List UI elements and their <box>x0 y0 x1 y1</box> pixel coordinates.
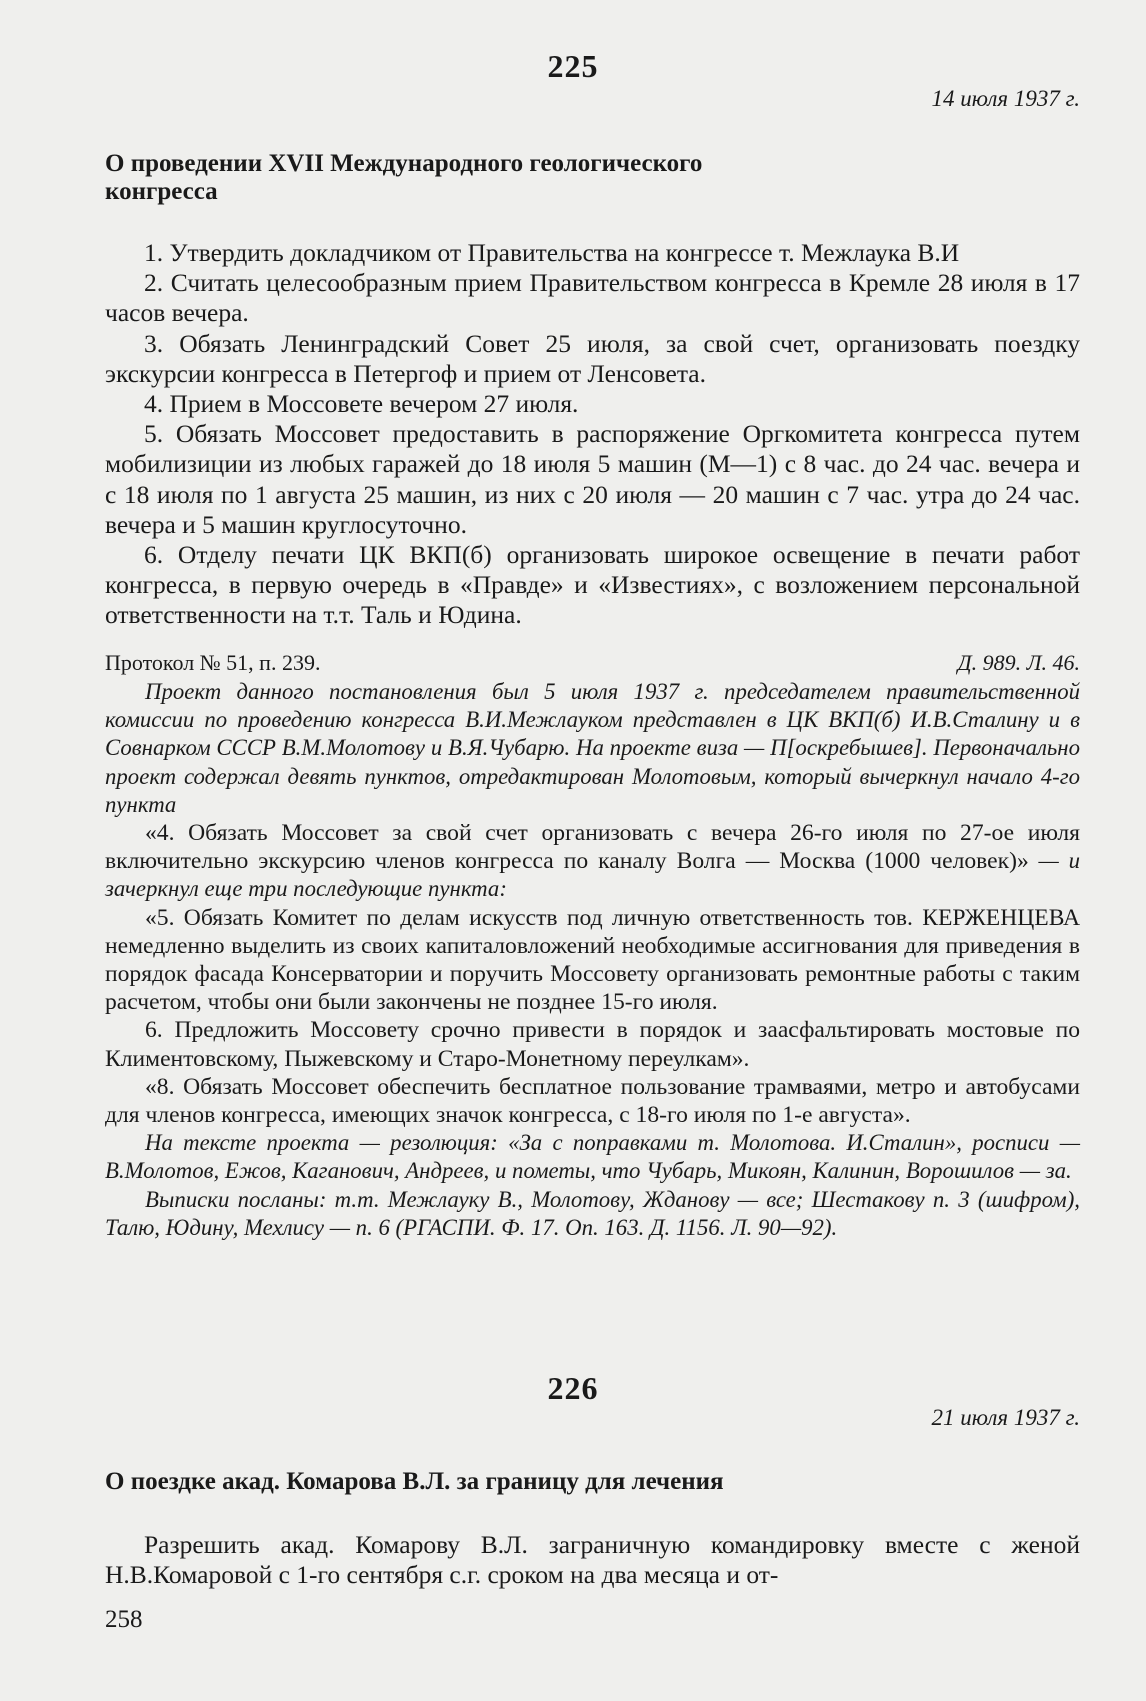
document-number-226: 226 <box>547 1370 599 1406</box>
document-title-226: О поездке акад. Комарова В.Л. за границу для лечения <box>105 1468 724 1495</box>
item-4: 4. Прием в Моссовете вечером 27 июля. <box>144 389 579 419</box>
document-number-225: 225 <box>547 48 599 84</box>
item-5: 5. Обязать Моссовет предоставить в распоряжение Оргкомитета конгресса путем мобилизиции из любых гаражей до 18 июля 5 машин (М—1) с 8 час. до 24 час. вечера и с 18 июля по 1 августа 25 машин, из них с 20 июля — 20 машин с 7 час. утра до 24 час. вечера и 5 машин круглосуточно. <box>105 419 1080 539</box>
editorial-notes <box>105 678 1080 1242</box>
note-resolution: На тексте проекта — резолюция: «За с поправками т. Молотова. И.Сталин», росписи — В.Молотов, Ежов, Каганович, Андреев, и пометы, что Чубарь, Микоян, Калинин, Ворошилов — за. <box>105 1130 1080 1184</box>
text-226: Разрешить акад. Комарову В.Л. заграничную командировку вместе с женой Н.В.Комаровой с 1-го сентября с.г. сроком на два месяца и от- <box>105 1530 1080 1590</box>
item-2: 2. Считать целесообразным прием Правительством конгресса в Кремле 28 июля в 17 часов вечера. <box>105 268 1080 328</box>
note-struck-item-4 <box>105 819 1080 904</box>
item-1: 1. Утвердить докладчиком от Правительства на конгрессе т. Межлаука В.И <box>144 238 960 267</box>
document-text-226 <box>105 1530 1080 1590</box>
quote-item-6: 6. Предложить Моссовету срочно привести в порядок и заасфальтировать мостовые по Климентовскому, Пыжевскому и Старо-Монетному переулкам». <box>105 1017 1080 1072</box>
document-date-226: 21 июля 1937 г. <box>931 1405 1080 1430</box>
resolution-items-225 <box>105 238 1080 631</box>
quote-item-5: «5. Обязать Комитет по делам искусств под личную ответственность тов. КЕРЖЕНЦЕВА немедленно выделить из своих капиталовложений необходимые ассигнования для приведения в порядок фасада Консерватории и поручить Моссовету организовать ремонтные работы с таким расчетом, чтобы они были закончены не позднее 15-го июля. <box>105 904 1080 1016</box>
quote-item-8: «8. Обязать Моссовет обеспечить бесплатное пользование трамваями, метро и автобусами для членов конгресса, имеющих значок конгресса, с 18-го июля по 1-е августа». <box>105 1073 1080 1129</box>
note-struck-tail: — и зачеркнул еще три последующие пункта: <box>105 848 1080 902</box>
archive-ref: Д. 989. Л. 46. <box>957 650 1080 675</box>
note-draft-history: Проект данного постановления был 5 июля 1937 г. председателем правительственной комиссии по проведению конгресса В.И.Межлауком представлен в ЦК ВКП(б) И.В.Сталину и в Совнарком СССР В.М.Молотову и В.Я.Чубарю. На проекте виза — П[оскребышев]. Первоначально проект содержал девять пунктов, отредактирован Молотовым, который вычеркнул начало 4-го пункта <box>105 679 1080 817</box>
document-title-225: О проведении XVII Международного геологического конгресса <box>105 150 703 205</box>
quote-item-4: «4. Обязать Моссовет за свой счет организовать с вечера 26-го июля по 27-ое июля включительно экскурсию членов конгресса по каналу Волга — Москва (1000 человек)» <box>105 820 1080 875</box>
protocol-ref: Протокол № 51, п. 239. <box>105 650 321 675</box>
item-3: 3. Обязать Ленинградский Совет 25 июля, за свой счет, организовать поездку экскурсии конгресса в Петергоф и прием от Ленсовета. <box>105 328 1080 388</box>
page-number: 258 <box>105 1606 143 1633</box>
note-extracts-sent: Выписки посланы: т.т. Межлауку В., Молотову, Жданову — все; Шестакову п. 3 (шифром), Талю, Юдину, Мехлису — п. 6 (РГАСПИ. Ф. 17. Оп. 163. Д. 1156. Л. 90—92). <box>105 1186 1080 1240</box>
document-date-225: 14 июля 1937 г. <box>931 86 1080 111</box>
protocol-line <box>105 650 1080 676</box>
item-6: 6. Отделу печати ЦК ВКП(б) организовать широкое освещение в печати работ конгресса, в первую очередь в «Правде» и «Известиях», с возложением персональной ответственности на т.т. Таль и Юдина. <box>105 540 1080 630</box>
